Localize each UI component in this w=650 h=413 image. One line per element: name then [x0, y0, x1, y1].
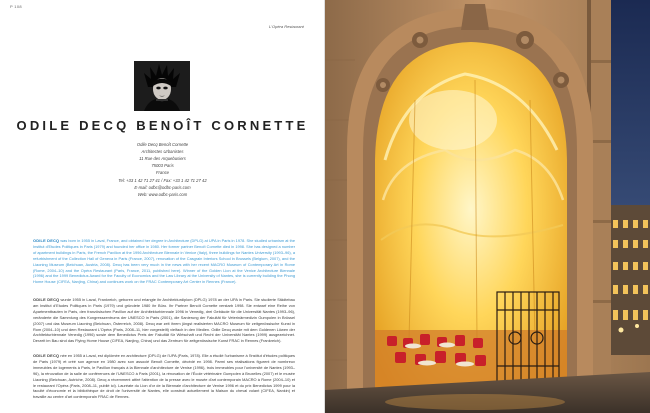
email-link[interactable]: E-mail: odbc@odbc-paris.com: [134, 185, 191, 190]
bio-text: was born in 1955 in Laval, France, and obtained her degree in Architecture (DPLG) at UPA in Paris in 1978. She studied urbanism at the Institut d'Etudes Politiques in Paris (1979) and founded her office in 1980. Her former partner Benoît Cornette died in 1998. She has designed a number of apartment buildings in Paris, the French Pavilion at the 1996 Architecture Biennale in Venice (Italy), three buildings for Nantes University (1993–96), a refurbishment of the Collection Hall of Geneva in Paris (France, 2007), renovation of the Casgrain Interiors School in Brussels (Belgium, 2007), and the Liaoning Museum (Beichuan, Austria, 2008). Decq has been very much in the news with her recent MACRO Museum of Contemporary Art in Rome (Rome, 2004–10) and the Opéra Restaurant (Paris, France, 2011, published here). Winner of the Golden Lion at the Venice Architecture Biennale (1996) and the 1999 Benedictus Award for the Faculty of Economics and the Law Library at the University of Nantes, she is currently building the Phong Home House (CIFEA, Nanjing, China) and continues work on the FRAC Contemporary Art Center in Rennes (France).: [33, 238, 295, 285]
page-number: P 108: [10, 4, 22, 9]
portrait-image: [134, 61, 190, 111]
running-head: L'Opéra Restaurant: [269, 24, 304, 29]
right-page: [325, 0, 650, 413]
bio-text: wurde 1955 in Laval, Frankreich, geboren und erlangte ihr Architekturdiplom (DPLG) 1978 an der UPA in Paris. Sie studierte Städtebau am Institut d'Etudes Politiques in Paris (1979) und gründete 1980 ihr Büro. Ihr Partner Benoît Cornette verstarb 1998. Sie entwarf eine Reihe von Apartmentbauten in Paris, den französischen Pavillon auf der Architekturbiennale 1996 in Venedig, drei Gebäude für die Universität Nantes (1993–96), veränderte die Sammlung des Kongresszentrums der UNESCO in Paris (2001), die Sanierung der Fakultät für Veterinärmedizin Gumpolen in Brüssel (2007) und das Museum Liaoning (Beichuan, Österreich, 2008). Decq war zeit ihrem jüngst realisierten MACRO Museum für zeitgenössische Kunst in Rom (2004–10) und dem Restaurant L'Opéra (Paris, 2008–11, hier vorgestellt) vielfach in den Medien. Odile Decq wurde mit dem Goldenen Löwen der Architekturbiennale Venedig (1996) sowie dem Benedictus Preis der Fakultät für Wirtschaft und Recht der Universität Nantes (1999) ausgezeichnet. Derzeit im Bau sind das Flying Home House (CIFEA, Nanjing, China) und das Zentrum für zeitgenössische Kunst FRAC in Rennes (Frankreich).: [33, 297, 295, 344]
address-line: Odile Decq Benoît Cornette: [136, 142, 189, 147]
address-line: Architectes Urbanistes: [141, 149, 184, 154]
bio-lead-name: ODILE DECQ: [33, 297, 60, 302]
address-line: France: [155, 170, 170, 175]
biography-french: [33, 353, 295, 400]
address-line: 75003 Paris: [151, 163, 174, 168]
biography-german: [33, 297, 295, 344]
bio-lead-name: ODILE DECQ: [33, 353, 60, 358]
opera-restaurant-photo: [325, 0, 650, 413]
bio-text: née en 1955 à Laval, est diplômée en architecture (DPLG) de l'UPA (Paris, 1978). Elle a étudié l'urbanisme à l'Institut d'études politiques de Paris (1979) et créé son agence en 1980 avec son associé Benoît Cornette, décédé en 1998. Parmi ses réalisations figurent de nombreux immeubles de logements à Paris, le Pavillon français à la Biennale d'architecture de Venise (1996), trois immeubles pour l'université de Nantes (1993–96), la rénovation de la salle de conférences de l'UNESCO à Paris (2001), la rénovation de l'École vétérinaire Gumpolen à Bruxelles (2007) et le musée Liaoning (Beichuan, Autriche, 2008). Decq a récemment attiré l'attention de la presse avec le musée d'art contemporain MACRO à Rome (2004–10) et le restaurant l'Opéra (Paris, 2008–11, publié ici). Lauréate du Lion d'or de la Biennale d'architecture de Venise 1996 et du prix Benedictus 1999 pour la faculté d'économie et la bibliothèque de droit de l'université de Nantes, elle construit actuellement la Maison du cheval volant (CIFEA, Nankin) et travaille au centre d'art contemporain FRAC de Rennes.: [33, 353, 295, 400]
architect-contact: [0, 177, 325, 198]
architect-address: [0, 141, 325, 176]
bio-lead-name: ODILE DECQ: [33, 238, 60, 243]
architect-portrait: [134, 61, 190, 111]
biography-english: [33, 238, 295, 285]
web-link[interactable]: Web: www.odbc-paris.com: [137, 192, 188, 197]
architect-name: ODILE DECQ BENOÎT CORNETTE: [16, 118, 309, 133]
address-line: 11 Rue des Arquebusiers: [139, 156, 186, 161]
phone-fax: Tel: +33 1 42 71 27 41 / Fax: +33 1 42 71 27 42: [118, 178, 207, 183]
